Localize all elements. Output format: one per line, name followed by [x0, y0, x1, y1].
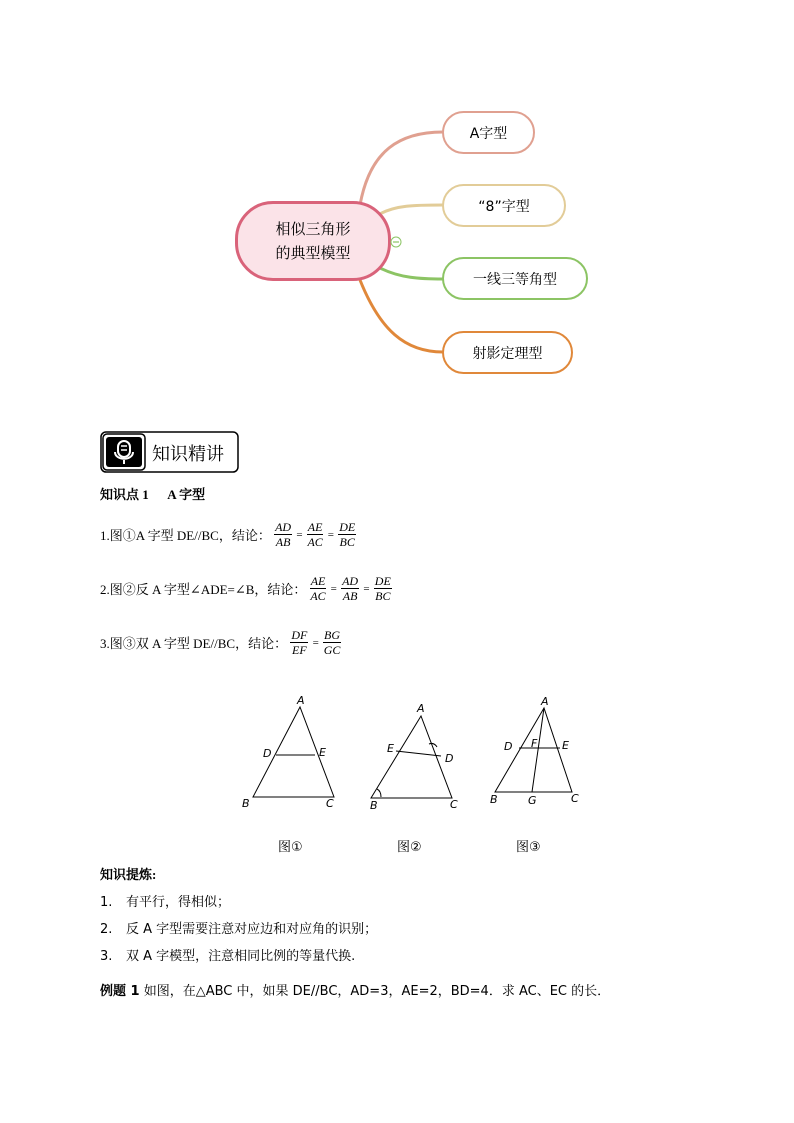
fig2-caption: 图②	[397, 840, 422, 855]
numerator: AD	[342, 574, 359, 588]
fig3-caption: 图③	[516, 840, 541, 855]
fig3-label-e: E	[562, 739, 569, 752]
numerator: AE	[310, 574, 326, 588]
section-badge	[100, 430, 240, 474]
fig2-label-c: C	[450, 798, 458, 811]
numerator: DE	[374, 574, 391, 588]
fraction	[290, 628, 308, 657]
item-text: 反 A 字型需要注意对应边和对应角的识别；	[126, 922, 378, 937]
denominator: EF	[291, 643, 307, 657]
fig3-label-c: C	[571, 792, 579, 805]
denominator: BC	[339, 535, 355, 549]
branch-a-shape[interactable]	[442, 111, 535, 154]
central-line-2: 的典型模型	[275, 244, 351, 262]
fig1-label-d: D	[263, 747, 272, 760]
numerator: AE	[307, 520, 323, 534]
branch-one-line-three-angles[interactable]	[442, 257, 588, 300]
numerator: AD	[275, 520, 292, 534]
fig1-label-e: E	[319, 746, 326, 759]
rule-1	[100, 520, 356, 549]
fig1-label-c: C	[326, 797, 334, 810]
fig3-label-g: G	[528, 794, 537, 807]
fig3-label-a: A	[541, 695, 549, 708]
numerator: DF	[291, 628, 308, 642]
kp-label: 知识点 1	[100, 487, 149, 502]
rule-2	[100, 574, 392, 603]
fraction	[310, 574, 327, 603]
collapse-minus-icon[interactable]	[390, 236, 402, 248]
numerator: DE	[339, 520, 356, 534]
fig2-label-e: E	[387, 742, 394, 755]
fig3-label-f: F	[531, 737, 538, 750]
branch-label: 射影定理型	[472, 345, 543, 362]
branch-8-shape[interactable]	[442, 184, 566, 227]
tips-item-2	[100, 918, 377, 937]
mindmap-central-node[interactable]	[235, 201, 391, 281]
fraction	[341, 574, 359, 603]
central-line-1: 相似三角形	[275, 220, 351, 238]
fig2-label-a: A	[417, 702, 425, 715]
item-number: 2.	[100, 922, 113, 937]
fig1-caption: 图①	[278, 840, 303, 855]
fraction	[374, 574, 392, 603]
branch-label: A字型	[469, 125, 508, 142]
fig1-label-b: B	[242, 797, 250, 810]
figure-2	[371, 716, 452, 798]
equals-sign: =	[363, 582, 370, 595]
equals-sign: =	[296, 528, 303, 541]
tips-item-3	[100, 945, 355, 964]
denominator: AB	[342, 589, 358, 603]
equals-sign: =	[330, 582, 337, 595]
example-text: 如图，在△ABC 中，如果 DE//BC，AD=3，AE=2，BD=4．求 AC、EC 的长．	[143, 984, 611, 999]
rule-text: 2.图②反 A 字型∠ADE=∠B，结论：	[100, 582, 307, 597]
example-label: 例题 1	[100, 984, 140, 999]
rule-text: 3.图③双 A 字型 DE//BC，结论：	[100, 636, 288, 651]
item-text: 有平行，得相似；	[126, 895, 231, 910]
mindmap-connectors	[0, 0, 794, 420]
tips-title: 知识提炼:	[100, 867, 157, 882]
item-number: 1.	[100, 895, 113, 910]
fig2-label-b: B	[370, 799, 378, 812]
fig3-label-d: D	[504, 740, 513, 753]
equals-sign: =	[327, 528, 334, 541]
denominator: AC	[307, 535, 323, 549]
geometry-figures	[0, 690, 794, 830]
fraction	[338, 520, 356, 549]
branch-projection-theorem[interactable]	[442, 331, 573, 374]
section-title: 知识精讲	[152, 444, 224, 465]
fraction	[323, 628, 341, 657]
item-number: 3.	[100, 949, 113, 964]
denominator: AB	[275, 535, 291, 549]
numerator: BG	[324, 628, 341, 642]
fig2-label-d: D	[445, 752, 454, 765]
rule-text: 1.图①A 字型 DE//BC，结论：	[100, 528, 271, 543]
knowledge-point-heading	[100, 484, 205, 503]
microphone-icon	[106, 437, 142, 467]
denominator: GC	[323, 643, 341, 657]
equals-sign: =	[312, 636, 319, 649]
kp-title: A 字型	[167, 487, 206, 502]
fig1-label-a: A	[297, 694, 305, 707]
fig3-label-b: B	[490, 793, 498, 806]
item-text: 双 A 字模型，注意相同比例的等量代换.	[126, 949, 356, 964]
tips-item-1	[100, 891, 230, 910]
branch-label: 一线三等角型	[473, 271, 557, 288]
fraction	[307, 520, 324, 549]
denominator: BC	[375, 589, 391, 603]
branch-label: “8”字型	[478, 198, 530, 215]
rule-3	[100, 628, 341, 657]
fraction	[274, 520, 292, 549]
example-1	[100, 980, 610, 999]
denominator: AC	[310, 589, 326, 603]
